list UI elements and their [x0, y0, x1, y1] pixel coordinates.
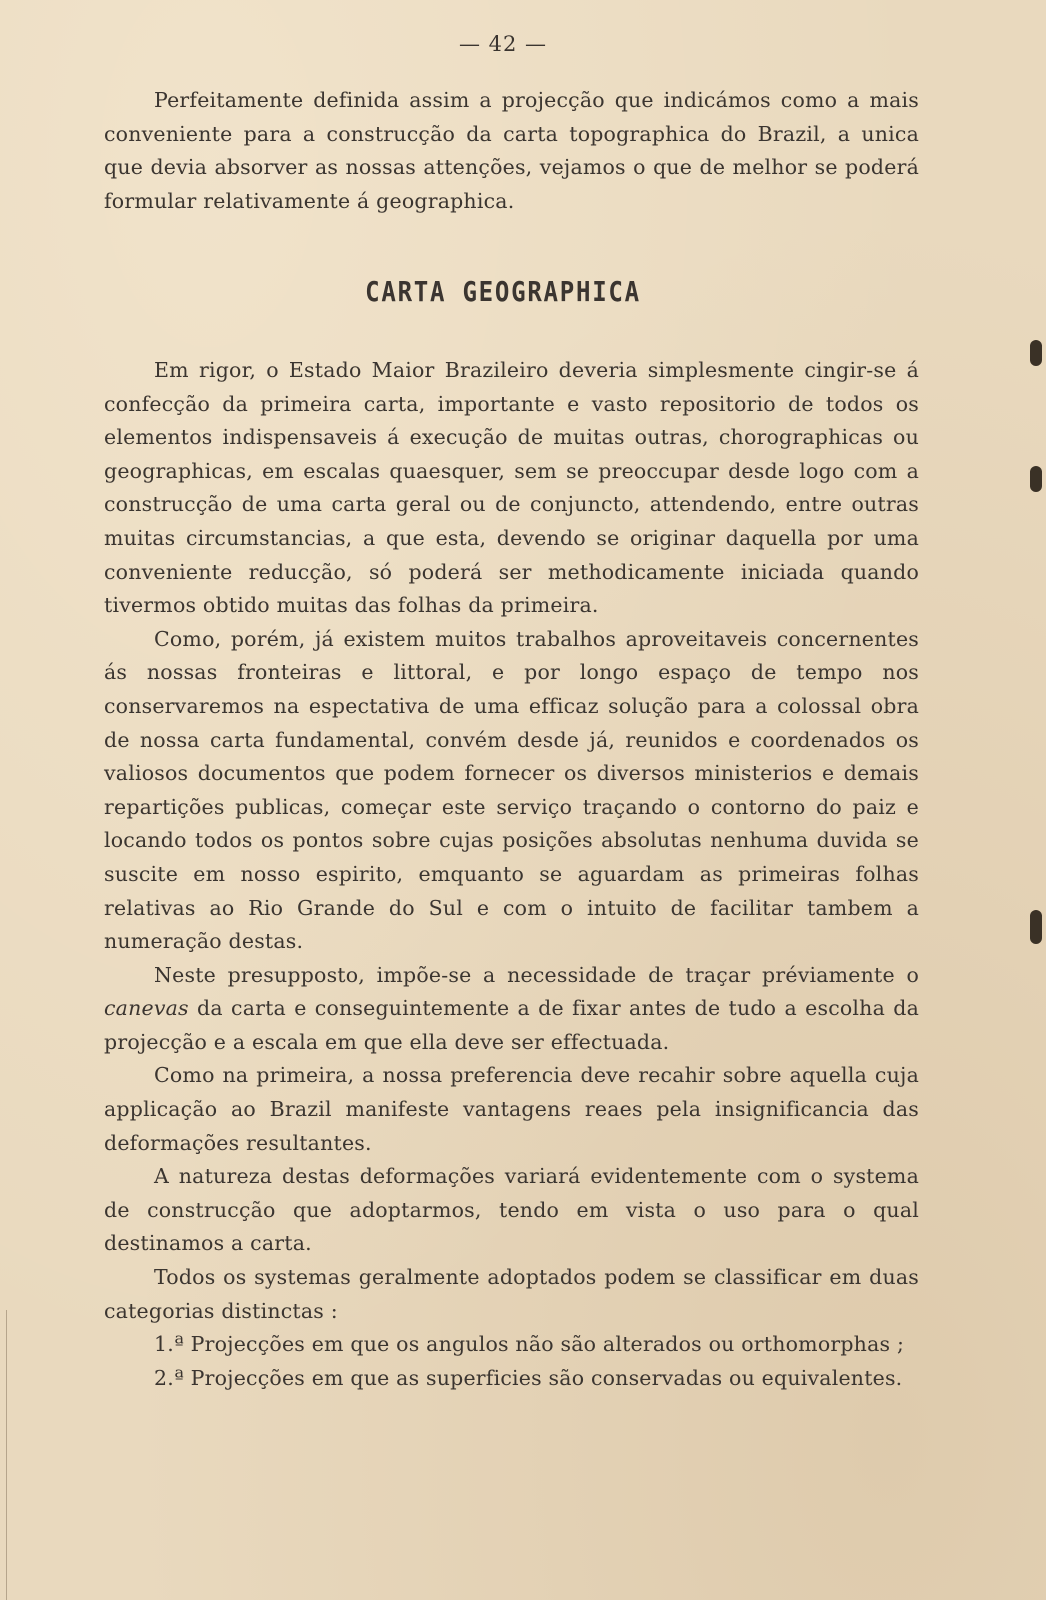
paragraph-natureza: A natureza destas deformações variará evidentemente com o systema de construcção que adoptarmos, tendo em vista o uso para o qual destinamos a carta.	[104, 1164, 919, 1256]
binding-hole-top	[1030, 340, 1042, 366]
intro-section	[104, 84, 919, 218]
section-heading: CARTA GEOGRAPHICA	[365, 275, 641, 308]
intro-paragraph: Perfeitamente definida assim a projecção que indicámos como a mais conveniente para a construcção da carta topographica do Brazil, a unica que devia absorver as nossas attenções, vejamos o que de melhor se poderá formular relativamente á geographica.	[104, 88, 919, 213]
paragraph-presupposto-end: da carta e conseguintemente a de fixar antes de tudo a escolha da projecção e a escala em que ella deve ser effectuada.	[104, 996, 919, 1054]
body-section	[104, 354, 919, 1395]
binding-hole-middle	[1030, 466, 1042, 492]
paragraph-preferencia: Como na primeira, a nossa preferencia deve recahir sobre aquella cuja applicação ao Brazil manifeste vantagens reaes pela insignificancia das deformações resultantes.	[104, 1063, 919, 1155]
paragraph-rigor: Em rigor, o Estado Maior Brazileiro deveria simplesmente cingir-se á confecção da primeira carta, importante e vasto repositorio de todos os elementos indispensaveis á execução de muitas outras, chorographicas ou geographicas, em escalas quaesquer, sem se preoccupar desde logo com a construcção de uma carta geral ou de conjuncto, attendendo, entre outras muitas circumstancias, a que esta, devendo se originar daquella por uma conveniente reducção, só poderá ser methodicamente iniciada quando tivermos obtido muitas das folhas da primeira.	[104, 358, 919, 618]
list-item-equivalentes: 2.ª Projecções em que as superficies são conservadas ou equivalentes.	[154, 1365, 903, 1390]
paragraph-systemas: Todos os systemas geralmente adoptados podem se classificar em duas categorias distinctas :	[104, 1265, 919, 1323]
list-item-orthomorphas: 1.ª Projecções em que os angulos não são alterados ou orthomorphas ;	[154, 1332, 905, 1357]
binding-hole-bottom	[1030, 910, 1042, 944]
paragraph-presupposto-start: Neste presupposto, impõe-se a necessidade de traçar préviamente o	[154, 962, 919, 987]
term-canevas: canevas	[104, 996, 189, 1021]
binding-edge	[6, 1310, 7, 1600]
page-number: — 42 —	[458, 32, 548, 56]
paragraph-como-porem: Como, porém, já existem muitos trabalhos aproveitaveis concernentes ás nossas fronteiras e littoral, e por longo espaço de tempo nos conservaremos na espectativa de uma efficaz solução para a colossal obra de nossa carta fundamental, convém desde já, reunidos e coordenados os valiosos documentos que podem fornecer os diversos ministerios e demais repartições publicas, começar este serviço traçando o contorno do paiz e locando todos os pontos sobre cujas posições absolutas nenhuma duvida se suscite em nosso espirito, emquanto se aguardam as primeiras folhas relativas ao Rio Grande do Sul e com o intuito de facilitar tambem a numeração destas.	[104, 626, 919, 954]
paragraph-presupposto	[104, 959, 919, 1060]
